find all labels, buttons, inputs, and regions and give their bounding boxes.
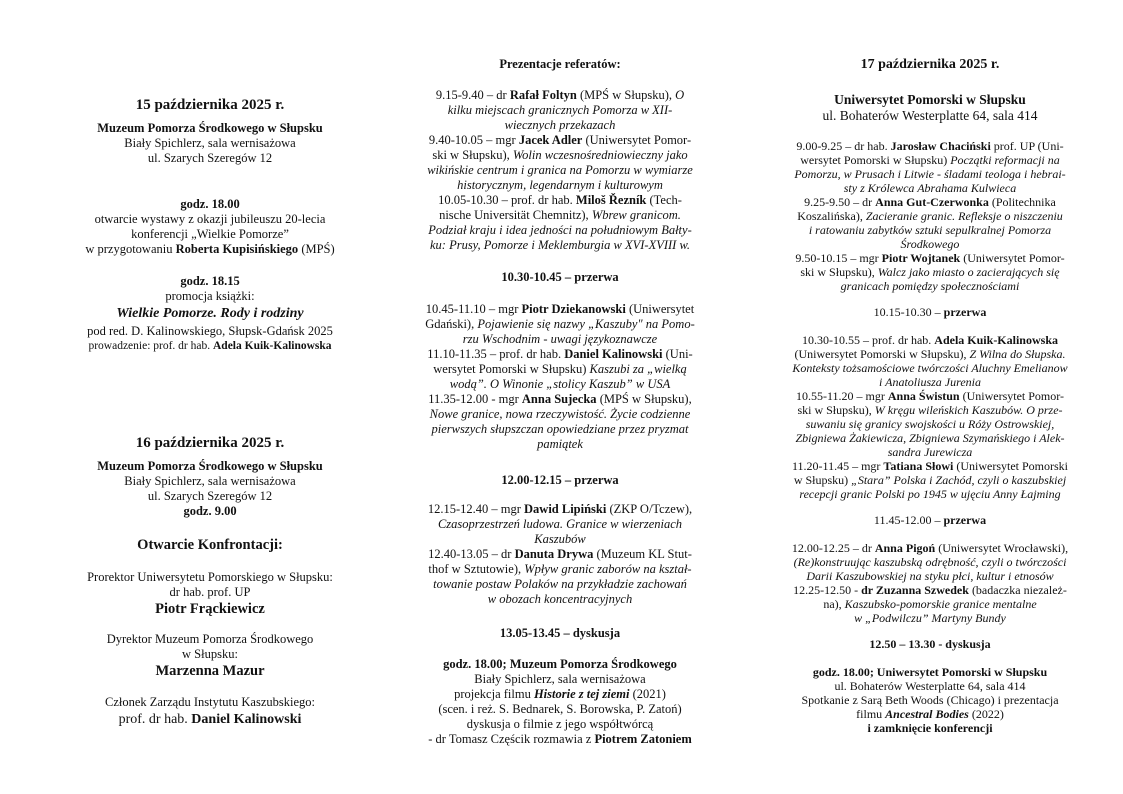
text: (Uniwersytet Pomor- xyxy=(959,389,1064,403)
text: 12.25-12.50 - xyxy=(793,583,862,597)
day3-date: 17 października 2025 r. xyxy=(860,57,1000,72)
text: Koszalińska), xyxy=(797,209,866,223)
paper3-line2 xyxy=(400,208,720,223)
day3-address: ul. Bohaterów Westerplatte 64, sala 414 xyxy=(822,108,1038,123)
curator-name: Roberta Kupisińskiego xyxy=(175,242,299,256)
text: nische Universität Chemnitz), xyxy=(439,208,592,222)
paper4-line3: rzu Wschodnim - uwagi językoznawcze xyxy=(462,332,658,346)
evening-line4: dyskusja o filmie z jego współtwórcą xyxy=(466,717,654,731)
text: dr xyxy=(496,88,510,102)
speaker-name: Piotr Dziekanowski xyxy=(521,302,626,316)
text: prof. UP (Uni- xyxy=(990,139,1064,153)
text: w Słupsku) xyxy=(793,473,852,487)
text: ski w Słupsku), xyxy=(797,403,875,417)
text: thof w Sztutowie), xyxy=(428,562,525,576)
text: 10.45-11.10 – mgr xyxy=(425,302,522,316)
speaker-name: Tatiana Słowi xyxy=(883,459,954,473)
d3-paper4-line4: i Anatoliusza Jurenia xyxy=(879,375,981,389)
day2-venue: Muzeum Pomorza Środkowego w Słupsku xyxy=(97,459,323,473)
day1-event1-line3 xyxy=(40,242,380,257)
paper6-line3: pierwszych słupszczan opowiedziane przez pryzmat xyxy=(431,422,689,436)
paper7-line1 xyxy=(400,502,720,517)
paper2-line4: historycznym, legendarnym i kulturowym xyxy=(457,178,663,192)
d3-break2 xyxy=(760,513,1100,527)
paper-title: „Stara” Polska i Zachód, czyli o kaszubskiej xyxy=(851,473,1067,487)
d3-paper3-line3: granicach pomiędzy społecznościami xyxy=(840,279,1020,293)
text: (Uniwersytet Pomor- xyxy=(582,133,692,147)
speaker-name: Daniel Kalinowski xyxy=(564,347,663,361)
text: ski w Słupsku), xyxy=(432,148,513,162)
d3-paper4-line1 xyxy=(760,333,1100,347)
speaker-name: Piotr Wojtanek xyxy=(881,251,961,265)
speaker-name: Miloš Řezník xyxy=(575,193,647,207)
paper-title: Walcz jako miasto o zacierających się xyxy=(877,265,1060,279)
text: 11.45-12.00 – xyxy=(873,513,944,527)
d3-paper2-line4: Środkowego xyxy=(900,237,960,251)
day1-hall: Biały Spichlerz, sala wernisażowa xyxy=(124,136,296,150)
film-title: Historie z tej ziemi xyxy=(533,687,630,701)
text: ski w Słupsku), xyxy=(800,265,878,279)
paper-title: Zacieranie granic. Refleksje o niszczeniu xyxy=(865,209,1063,223)
paper-title: Pojawienie się nazwy „Kaszuby" na Pomo- xyxy=(477,317,695,331)
break1: 10.30-10.45 – przerwa xyxy=(501,270,619,284)
text: 9.25-9.50 – dr xyxy=(804,195,876,209)
paper7-line2: Czasoprzestrzeń ludowa. Granice w wierzeniach xyxy=(437,517,683,531)
day2-address: ul. Szarych Szeregów 12 xyxy=(147,489,273,503)
d3-paper3-line2 xyxy=(760,265,1100,279)
speaker1-title: dr hab. prof. UP xyxy=(169,585,251,599)
paper8-line3: towanie postaw Polaków na przykładzie zachowań xyxy=(433,577,687,591)
d3-paper3-line1 xyxy=(760,251,1100,265)
paper-title: Kaszubi za „wielką xyxy=(589,362,687,376)
d3-paper5-line1 xyxy=(760,389,1100,403)
text: - dr Tomasz Częścik rozmawia z xyxy=(428,732,595,746)
break-label: przerwa xyxy=(943,305,987,319)
speaker-name: Jacek Adler xyxy=(518,133,583,147)
day2-papers-column xyxy=(400,0,720,794)
paper8-line2 xyxy=(400,562,720,577)
day1-column xyxy=(40,0,380,794)
paper-title: Początki reformacji na xyxy=(950,153,1060,167)
paper-title: W kręgu wileńskich Kaszubów. O prze- xyxy=(874,403,1063,417)
d3-paper5-line3: suwaniu się granicy swojskości u Róży Ostrowskiej, xyxy=(805,417,1055,431)
text: prof. dr hab. xyxy=(118,712,192,727)
paper3-line1 xyxy=(400,193,720,208)
day3-column xyxy=(760,0,1100,794)
d3-paper5-line4: Zbigniewa Żakiewicza, Zbigniewa Szymańskiego i Alek- xyxy=(795,431,1065,445)
speaker2-name: Marzenna Mazur xyxy=(155,663,265,679)
evening-line5 xyxy=(400,732,720,747)
text: 11.10-11.35 – prof. dr hab. xyxy=(427,347,565,361)
paper2-line2 xyxy=(400,148,720,163)
text: 9.15-9.40 – xyxy=(435,88,497,102)
day2-date: 16 października 2025 r. xyxy=(135,435,285,451)
evening-credits: (scen. i reż. S. Bednarek, S. Borowska, P. Zatoń) xyxy=(438,702,682,716)
paper5-line1 xyxy=(400,347,720,362)
paper6-line1 xyxy=(400,392,720,407)
text: wersytet Pomorski w Słupsku) xyxy=(800,153,951,167)
d3-paper6-line2 xyxy=(760,473,1100,487)
text: 9.50-10.15 – mgr xyxy=(795,251,882,265)
text: projekcja filmu xyxy=(454,687,534,701)
paper-title: Kaszubsko-pomorskie granice mentalne xyxy=(844,597,1037,611)
text: 10.55-11.20 – mgr xyxy=(795,389,888,403)
evening-head: godz. 18.00; Muzeum Pomorza Środkowego xyxy=(443,657,677,671)
paper4-line2 xyxy=(400,317,720,332)
speaker-name: Anna Świstun xyxy=(887,389,960,403)
d3-evening-film xyxy=(760,707,1100,721)
text: 10.05-10.30 – prof. dr hab. xyxy=(438,193,576,207)
text: (Uniwersytet xyxy=(625,302,695,316)
d3-paper7-line3: Darii Kaszubowskiej na styku płci, kultur i etnosów xyxy=(806,569,1054,583)
day1-date: 15 października 2025 r. xyxy=(135,97,285,113)
d3-paper8-line2 xyxy=(760,597,1100,611)
d3-paper7-line1 xyxy=(760,541,1100,555)
paper1-line3: wiecznych przekazach xyxy=(504,118,616,132)
speaker3-role: Członek Zarządu Instytutu Kaszubskiego: xyxy=(104,695,316,709)
d3-paper1-line2 xyxy=(760,153,1100,167)
discussion: 13.05-13.45 – dyskusja xyxy=(499,626,621,640)
text: (Uniwersytet Wrocławski), xyxy=(935,541,1069,555)
speaker-name: Dawid Lipiński xyxy=(524,502,607,516)
speaker1-name: Piotr Frąckiewicz xyxy=(155,601,265,617)
d3-evening-address: ul. Bohaterów Westerplatte 64, sala 414 xyxy=(834,679,1026,693)
host-name: Adela Kuik-Kalinowska xyxy=(213,340,332,352)
d3-paper7-line2: (Re)konstruując kaszubską odrębność, czyli o twórczości xyxy=(793,555,1067,569)
d3-paper2-line3: i ratowaniu zabytków sztuki sepulkralnej Pomorza xyxy=(808,223,1052,237)
d3-paper4-line2 xyxy=(760,347,1100,361)
text: 12.40-13.05 – dr xyxy=(428,547,515,561)
paper8-line4: w obozach koncentracyjnych xyxy=(487,592,633,606)
text: (2021) xyxy=(629,687,666,701)
break2: 12.00-12.15 – przerwa xyxy=(501,473,619,487)
d3-paper1-line4: sty z Królewca Abrahama Kulwieca xyxy=(843,181,1017,195)
text: (Muzeum KL Stut- xyxy=(593,547,692,561)
d3-evening-head: godz. 18.00; Uniwersytet Pomorski w Słupsku xyxy=(812,665,1048,679)
paper6-line2: Nowe granice, nowa rzeczywistość. Życie codzienne xyxy=(429,407,691,421)
paper8-line1 xyxy=(400,547,720,562)
speaker-name: Rafał Foltyn xyxy=(509,88,577,102)
text: (Uni- xyxy=(662,347,693,361)
paper-title: Wpływ granic zaborów na kształ- xyxy=(524,562,692,576)
speaker-name: Adela Kuik-Kalinowska xyxy=(934,333,1058,347)
d3-paper2-line2 xyxy=(760,209,1100,223)
day1-event1-line1: otwarcie wystawy z okazji jubileuszu 20-lecia xyxy=(94,212,326,226)
day1-event2-host xyxy=(40,339,380,354)
speaker-name: dr Zuzanna Szwedek xyxy=(861,583,969,597)
d3-break1 xyxy=(760,305,1100,319)
paper1-line2: kilku miejscach granicznych Pomorza w XII- xyxy=(447,103,673,117)
day3-venue: Uniwersytet Pomorski w Słupsku xyxy=(834,92,1026,107)
day2-time: godz. 9.00 xyxy=(183,504,237,518)
d3-paper4-line3: Konteksty tożsamościowe twórczości Aluchny Emelianow xyxy=(792,361,1068,375)
break-label: przerwa xyxy=(943,513,987,527)
paper3-line4: ku: Prusy, Pomorze i Meklemburgia w XVI-XVIII w. xyxy=(429,238,690,252)
paper-title: Wolin wczesnośredniowieczny jako xyxy=(512,148,688,162)
guest-name: Piotrem Zatoniem xyxy=(594,732,692,746)
day1-event2-line1: promocja książki: xyxy=(165,289,255,303)
speaker-name: Anna Gut-Czerwonka xyxy=(875,195,989,209)
d3-paper8-line3: w „Podwilczu” Martyny Bundy xyxy=(854,611,1006,625)
text: (Uniwersytet Pomorski w Słupsku), xyxy=(794,347,970,361)
d3-discussion: 12.50 – 13.30 - dyskusja xyxy=(869,637,991,651)
text: (Tech- xyxy=(646,193,682,207)
text: (ZKP O/Tczew), xyxy=(606,502,693,516)
text: 9.00-9.25 – dr hab. xyxy=(796,139,891,153)
d3-paper6-line3: recepcji granic Polski po 1945 w ujęciu Anny Łajming xyxy=(799,487,1061,501)
text: (Politechnika xyxy=(988,195,1056,209)
speaker3-name-line xyxy=(40,711,380,728)
text: wersytet Pomorski w Słupsku) xyxy=(433,362,590,376)
day1-event2-time: godz. 18.15 xyxy=(180,274,240,288)
text: (Uniwersytet Pomor- xyxy=(960,251,1065,265)
opening-title: Otwarcie Konfrontacji: xyxy=(137,537,283,553)
text: Gdański), xyxy=(425,317,478,331)
d3-paper2-line1 xyxy=(760,195,1100,209)
text: (MPŚ) xyxy=(298,242,335,256)
book-title: Wielkie Pomorze. Rody i rodziny xyxy=(116,306,304,321)
text: 11.35-12.00 - mgr xyxy=(428,392,522,406)
speaker3-name: Daniel Kalinowski xyxy=(191,712,302,727)
speaker2-role: Dyrektor Muzeum Pomorza Środkowego xyxy=(106,632,314,646)
text: 11.20-11.45 – mgr xyxy=(791,459,884,473)
text: 10.30-10.55 – prof. dr hab. xyxy=(801,333,935,347)
speaker2-role2: w Słupsku: xyxy=(182,647,238,661)
text: 12.00-12.25 – dr xyxy=(791,541,875,555)
d3-paper1-line3: Pomorzu, w Prusach i Litwie - śladami teologa i hebrai- xyxy=(794,167,1066,181)
paper5-line3: wodą”. O Winonie „stolicy Kaszub” w USA xyxy=(449,377,671,391)
speaker1-role: Prorektor Uniwersytetu Pomorskiego w Słupsku: xyxy=(87,570,333,584)
evening-hall: Biały Spichlerz, sala wernisażowa xyxy=(474,672,646,686)
day2-hall: Biały Spichlerz, sala wernisażowa xyxy=(124,474,296,488)
paper2-line3: wikińskie centrum i granica na Pomorzu w wymiarze xyxy=(427,163,693,177)
text: (Uniwersytet Pomorski xyxy=(953,459,1068,473)
paper5-line2 xyxy=(400,362,720,377)
d3-paper5-line5: sandra Jurewicza xyxy=(887,445,973,459)
film-title: Ancestral Bodies xyxy=(885,707,969,721)
text: (MPŚ w Słupsku), xyxy=(596,392,692,406)
evening-film xyxy=(400,687,720,702)
text: (badaczka niezależ- xyxy=(968,583,1067,597)
speaker-name: Jarosław Chaciński xyxy=(890,139,991,153)
text: w przygotowaniu xyxy=(85,242,176,256)
d3-evening-line3: Spotkanie z Sarą Beth Woods (Chicago) i prezentacja xyxy=(801,693,1059,707)
text: 10.15-10.30 – xyxy=(873,305,944,319)
text: prowadzenie: prof. dr hab. xyxy=(88,340,213,352)
paper-title: O xyxy=(675,88,685,102)
paper4-line1 xyxy=(400,302,720,317)
text: 12.15-12.40 – mgr xyxy=(427,502,525,516)
paper-title: Z Wilna do Słupska. xyxy=(969,347,1066,361)
text: (2022) xyxy=(968,707,1004,721)
papers-title: Prezentacje referatów: xyxy=(499,57,621,71)
paper3-line3: Podział kraju i idea jedności na południowym Bałty- xyxy=(428,223,692,237)
text: filmu xyxy=(856,707,886,721)
text: 9.40-10.05 – mgr xyxy=(428,133,519,147)
day1-event1-time: godz. 18.00 xyxy=(180,197,240,211)
speaker-name: Danuta Drywa xyxy=(514,547,594,561)
d3-paper8-line1 xyxy=(760,583,1100,597)
day1-event2-line3: pod red. D. Kalinowskiego, Słupsk-Gdańsk 2025 xyxy=(87,324,333,338)
day1-address: ul. Szarych Szeregów 12 xyxy=(147,151,273,165)
day1-venue: Muzeum Pomorza Środkowego w Słupsku xyxy=(97,121,323,135)
paper6-line4: pamiątek xyxy=(537,437,583,451)
paper-title: Wbrew granicom. xyxy=(591,208,681,222)
d3-paper1-line1 xyxy=(760,139,1100,153)
paper1-line1 xyxy=(400,88,720,103)
d3-paper6-line1 xyxy=(760,459,1100,473)
text: (MPŚ w Słupsku), xyxy=(576,88,676,102)
speaker-name: Anna Sujecka xyxy=(521,392,597,406)
paper7-line3: Kaszubów xyxy=(534,532,586,546)
d3-paper5-line2 xyxy=(760,403,1100,417)
day1-event1-line2: konferencji „Wielkie Pomorze” xyxy=(131,227,289,241)
text: na), xyxy=(823,597,845,611)
paper2-line1 xyxy=(400,133,720,148)
speaker-name: Anna Pigoń xyxy=(874,541,936,555)
d3-closing: i zamknięcie konferencji xyxy=(867,721,993,735)
